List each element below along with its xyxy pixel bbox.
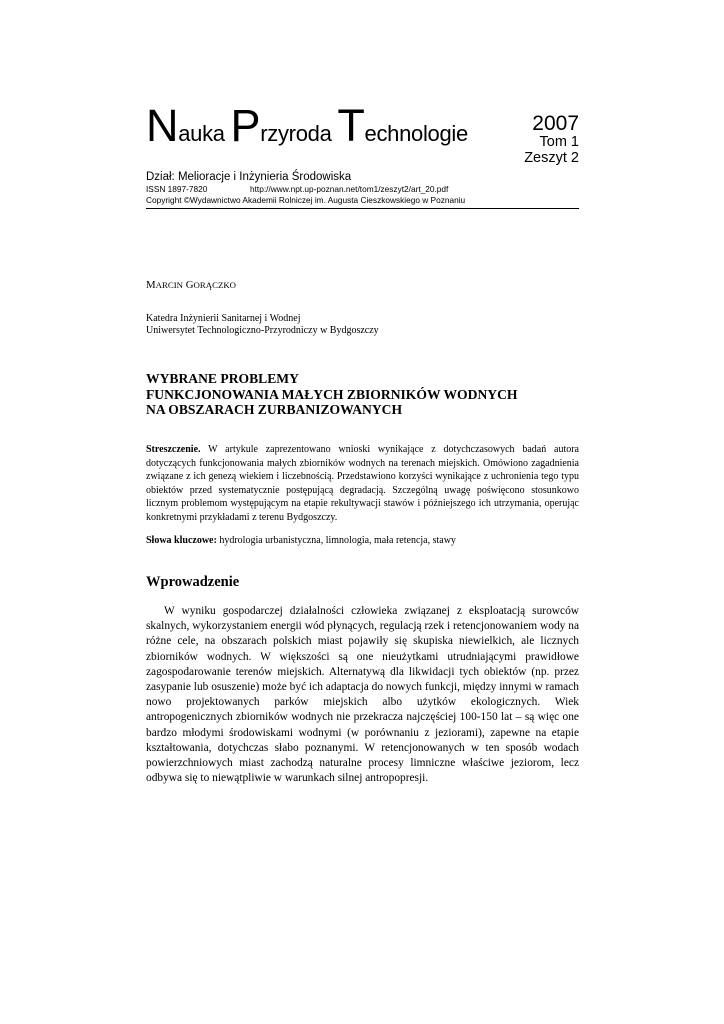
abstract-label: Streszczenie. [146, 444, 201, 455]
issue-info [524, 113, 579, 167]
header-divider [146, 208, 579, 209]
journal-title [146, 100, 468, 151]
keywords [146, 535, 579, 546]
affiliation-university: Uniwersytet Technologiczno-Przyrodniczy w Bydgoszczy [146, 325, 379, 336]
author-last-initial: G [185, 279, 194, 291]
intro-paragraph: W wyniku gospodarczej działalności człowieka związanej z eksploatacją surowców skalnych, wykorzystaniem energii wód płynących, regulacją rzek i retencjonowaniem wody na różne cele, na obszarach polskich miast pojawiły się skupiska niewielkich, ale licznych zbiorników wodnych. W większości są one nieużytkami utrudniającymi prawidłowe zagospodarowanie terenów miejskich. Alternatywą dla likwidacji tych obiektów (np. przez zasypanie lub osuszenie) może być ich adaptacja do nowych funkcji, między innymi w ramach nowo projektowanych parków miejskich albo użytków ekologicznych. Wiek antropogenicznych zbiorników wodnych nie przekracza najczęściej 100-150 lat – są więc one bardzo młodymi środowiskami wodnymi (w porównaniu z jeziorami), zapewne na etapie kształtowania, dotychczas słabo poznanymi. W retencjonowanych w ten sposób wodach powierzchniowych miast zachodzą naturalne procesy limniczne właściwe jeziorom, lecz odbywa się to niewątpliwie w warunkach silnej antropopresji. [146, 605, 579, 785]
abstract [146, 443, 579, 524]
keywords-text: hydrologia urbanistyczna, limnologia, mała retencja, stawy [219, 535, 456, 546]
keywords-label: Słowa kluczowe: [146, 535, 217, 546]
year: 2007 [532, 112, 579, 135]
author-first-rest: ARCIN [155, 280, 183, 290]
paper-title [146, 371, 517, 418]
volume: Tom 1 [539, 134, 579, 151]
journal-title-initial-p: P [230, 100, 261, 151]
copyright: Copyright ©Wydawnictwo Akademii Rolniczej im. Augusta Cieszkowskiego w Poznaniu [146, 195, 466, 205]
author-first-initial: M [146, 279, 156, 291]
paper-title-line-2: FUNKCJONOWANIA MAŁYCH ZBIORNIKÓW WODNYCH [146, 386, 518, 402]
journal-title-initial-n: N [146, 100, 179, 151]
abstract-text: W artykule zaprezentowano wnioski wynikające z dotychczasowych badań autora dotyczących funkcjonowania małych zbiorników wodnych na terenach miejskich. Omówiono zagadnienia związane z ich genezą wiekiem i liczebnością. Przedstawiono korzyści wynikające z uchronienia tego typu obiektów przed systematycznie postępującą degradacją. Szczególną uwagę poświęcono stosunkowo licznym problemom występującym na etapie rekultywacji stawów i późniejszego ich utrzymania, operując konkretnymi przykładami z terenu Bydgoszczy. [146, 444, 579, 523]
author [146, 279, 236, 291]
affiliation-department: Katedra Inżynierii Sanitarnej i Wodnej [146, 313, 301, 324]
journal-title-word-1: auka [178, 121, 231, 146]
journal-title-word-2: rzyroda [260, 121, 338, 146]
affiliation [146, 313, 379, 337]
paper-title-line-1: WYBRANE PROBLEMY [146, 371, 299, 386]
journal-section: Dział: Melioracje i Inżynieria Środowiska [146, 171, 352, 183]
issn: ISSN 1897-7820 [146, 184, 208, 194]
journal-title-initial-t: T [337, 100, 365, 151]
section-heading: Wprowadzenie [146, 574, 240, 590]
author-last-rest: ORĄCZKO [193, 280, 237, 290]
issue: Zeszyt 2 [524, 149, 579, 166]
paper-title-line-3: NA OBSZARACH ZURBANIZOWANYCH [146, 402, 403, 417]
article-url[interactable]: http://www.npt.up-poznan.net/tom1/zeszyt2/art_20.pdf [250, 184, 449, 194]
journal-title-word-3: echnologie [364, 121, 468, 146]
